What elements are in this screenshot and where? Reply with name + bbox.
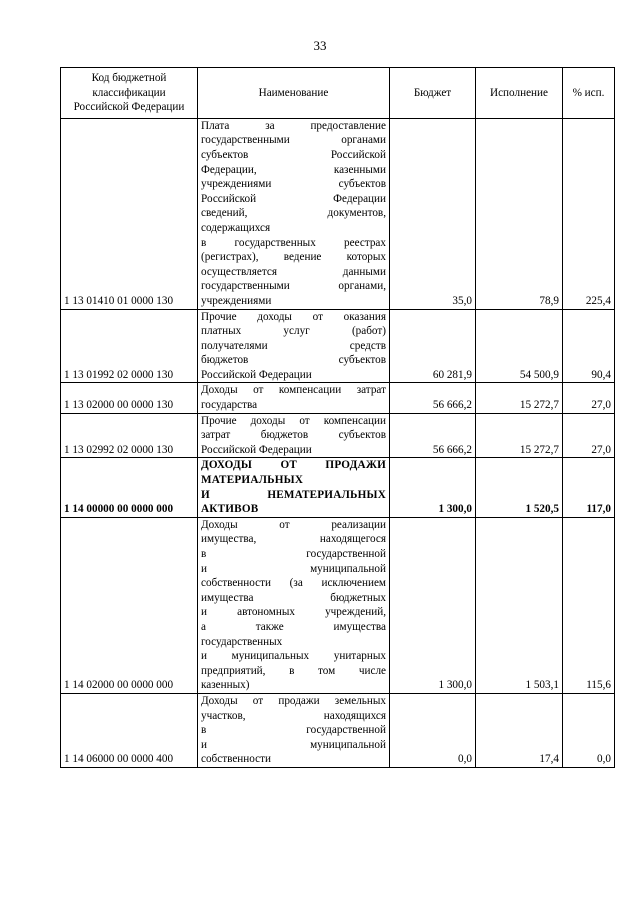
row-execution: 78,9 xyxy=(476,118,563,309)
row-name-line: бюджетов субъектов xyxy=(201,354,386,367)
row-name-line: Доходы от продажи земельных xyxy=(201,694,386,707)
table-row xyxy=(61,413,615,458)
row-name-line: И НЕМАТЕРИАЛЬНЫХ xyxy=(201,488,386,501)
row-name-line: государственными органами xyxy=(201,134,386,147)
row-execution: 1 503,1 xyxy=(476,517,563,693)
row-name-line: в государственных реестрах xyxy=(201,236,386,249)
row-budget: 1 300,0 xyxy=(390,458,476,517)
row-code: 1 13 01410 01 0000 130 xyxy=(61,118,198,309)
row-name-line: государства xyxy=(201,399,258,412)
row-percent: 115,6 xyxy=(563,517,615,693)
row-budget: 56 666,2 xyxy=(390,383,476,413)
header-execution: Исполнение xyxy=(476,68,563,119)
row-name-line: Доходы от реализации xyxy=(201,518,386,531)
row-name-line: имущества, находящегося xyxy=(201,533,386,546)
row-execution: 15 272,7 xyxy=(476,413,563,458)
row-name xyxy=(198,693,390,767)
table-row xyxy=(61,309,615,383)
row-execution: 1 520,5 xyxy=(476,458,563,517)
row-name-line: имущества бюджетных xyxy=(201,591,386,604)
row-name-line: осуществляется данными xyxy=(201,265,386,278)
row-code: 1 13 02992 02 0000 130 xyxy=(61,413,198,458)
row-name-line: субъектов Российской xyxy=(201,148,386,161)
row-percent: 117,0 xyxy=(563,458,615,517)
row-code: 1 14 00000 00 0000 000 xyxy=(61,458,198,517)
table-row xyxy=(61,118,615,309)
row-name-line: и муниципальных унитарных xyxy=(201,650,386,663)
row-code: 1 14 02000 00 0000 000 xyxy=(61,517,198,693)
budget-table xyxy=(60,67,615,768)
row-name xyxy=(198,383,390,413)
table-row xyxy=(61,517,615,693)
row-name-line: собственности xyxy=(201,753,271,766)
table-row xyxy=(61,458,615,517)
row-name-line: получателями средств xyxy=(201,339,386,352)
row-name-line: Плата за предоставление xyxy=(201,119,386,132)
row-percent: 90,4 xyxy=(563,309,615,383)
row-name-line: участков, находящихся xyxy=(201,709,386,722)
row-budget: 0,0 xyxy=(390,693,476,767)
row-name-line: собственности (за исключением xyxy=(201,577,386,590)
row-name xyxy=(198,309,390,383)
row-name xyxy=(198,118,390,309)
row-code: 1 14 06000 00 0000 400 xyxy=(61,693,198,767)
row-name-line: Прочие доходы от компенсации xyxy=(201,414,386,427)
row-name-line: ДОХОДЫ ОТ ПРОДАЖИ xyxy=(201,459,386,472)
row-name-line: и муниципальной xyxy=(201,738,386,751)
row-percent: 27,0 xyxy=(563,413,615,458)
header-budget: Бюджет xyxy=(390,68,476,119)
row-name-line: затрат бюджетов субъектов xyxy=(201,429,386,442)
row-name-line: государственных xyxy=(201,635,283,648)
row-name-line: содержащихся xyxy=(201,221,271,234)
row-name-line: и автономных учреждений, xyxy=(201,606,386,619)
row-name-line: и муниципальной xyxy=(201,562,386,575)
row-name-line: в государственной xyxy=(201,724,386,737)
row-name-line: Доходы от компенсации затрат xyxy=(201,384,386,397)
table-row xyxy=(61,693,615,767)
row-name-line: платных услуг (работ) xyxy=(201,325,386,338)
row-name-line: а также имущества xyxy=(201,620,386,633)
row-name-line: (регистрах), ведение которых xyxy=(201,251,386,264)
row-name-line: учреждениями субъектов xyxy=(201,178,386,191)
table-row xyxy=(61,383,615,413)
row-name-line: Российской Федерации xyxy=(201,192,386,205)
row-name-line: Российской Федерации xyxy=(201,443,312,456)
row-name xyxy=(198,413,390,458)
row-name-line: учреждениями xyxy=(201,294,272,307)
row-code: 1 13 02000 00 0000 130 xyxy=(61,383,198,413)
row-code: 1 13 01992 02 0000 130 xyxy=(61,309,198,383)
row-execution: 15 272,7 xyxy=(476,383,563,413)
row-execution: 17,4 xyxy=(476,693,563,767)
header-name: Наименование xyxy=(198,68,390,119)
row-budget: 35,0 xyxy=(390,118,476,309)
row-name-line: Прочие доходы от оказания xyxy=(201,310,386,323)
row-budget: 60 281,9 xyxy=(390,309,476,383)
row-execution: 54 500,9 xyxy=(476,309,563,383)
row-name-line: в государственной xyxy=(201,548,386,560)
row-budget: 56 666,2 xyxy=(390,413,476,458)
row-percent: 27,0 xyxy=(563,383,615,413)
row-name-line: Федерации, казенными xyxy=(201,163,386,176)
row-name-line: АКТИВОВ xyxy=(201,503,259,516)
row-budget: 1 300,0 xyxy=(390,517,476,693)
table-header-row xyxy=(61,68,615,119)
row-name xyxy=(198,517,390,693)
row-name-line: предприятий, в том числе xyxy=(201,664,386,677)
row-name-line: государственными органами, xyxy=(201,280,386,293)
row-name-line: Российской Федерации xyxy=(201,368,312,381)
page-number: 33 xyxy=(313,38,327,53)
header-percent: % исп. xyxy=(563,68,615,119)
row-percent: 0,0 xyxy=(563,693,615,767)
row-percent: 225,4 xyxy=(563,118,615,309)
row-name-line: сведений, документов, xyxy=(201,207,386,220)
row-name-line: казенных) xyxy=(201,679,250,692)
header-code: Код бюджетной классификации Российской Федерации xyxy=(61,68,198,119)
row-name-line: МАТЕРИАЛЬНЫХ xyxy=(201,474,304,487)
table-body xyxy=(61,118,615,767)
row-name xyxy=(198,458,390,517)
